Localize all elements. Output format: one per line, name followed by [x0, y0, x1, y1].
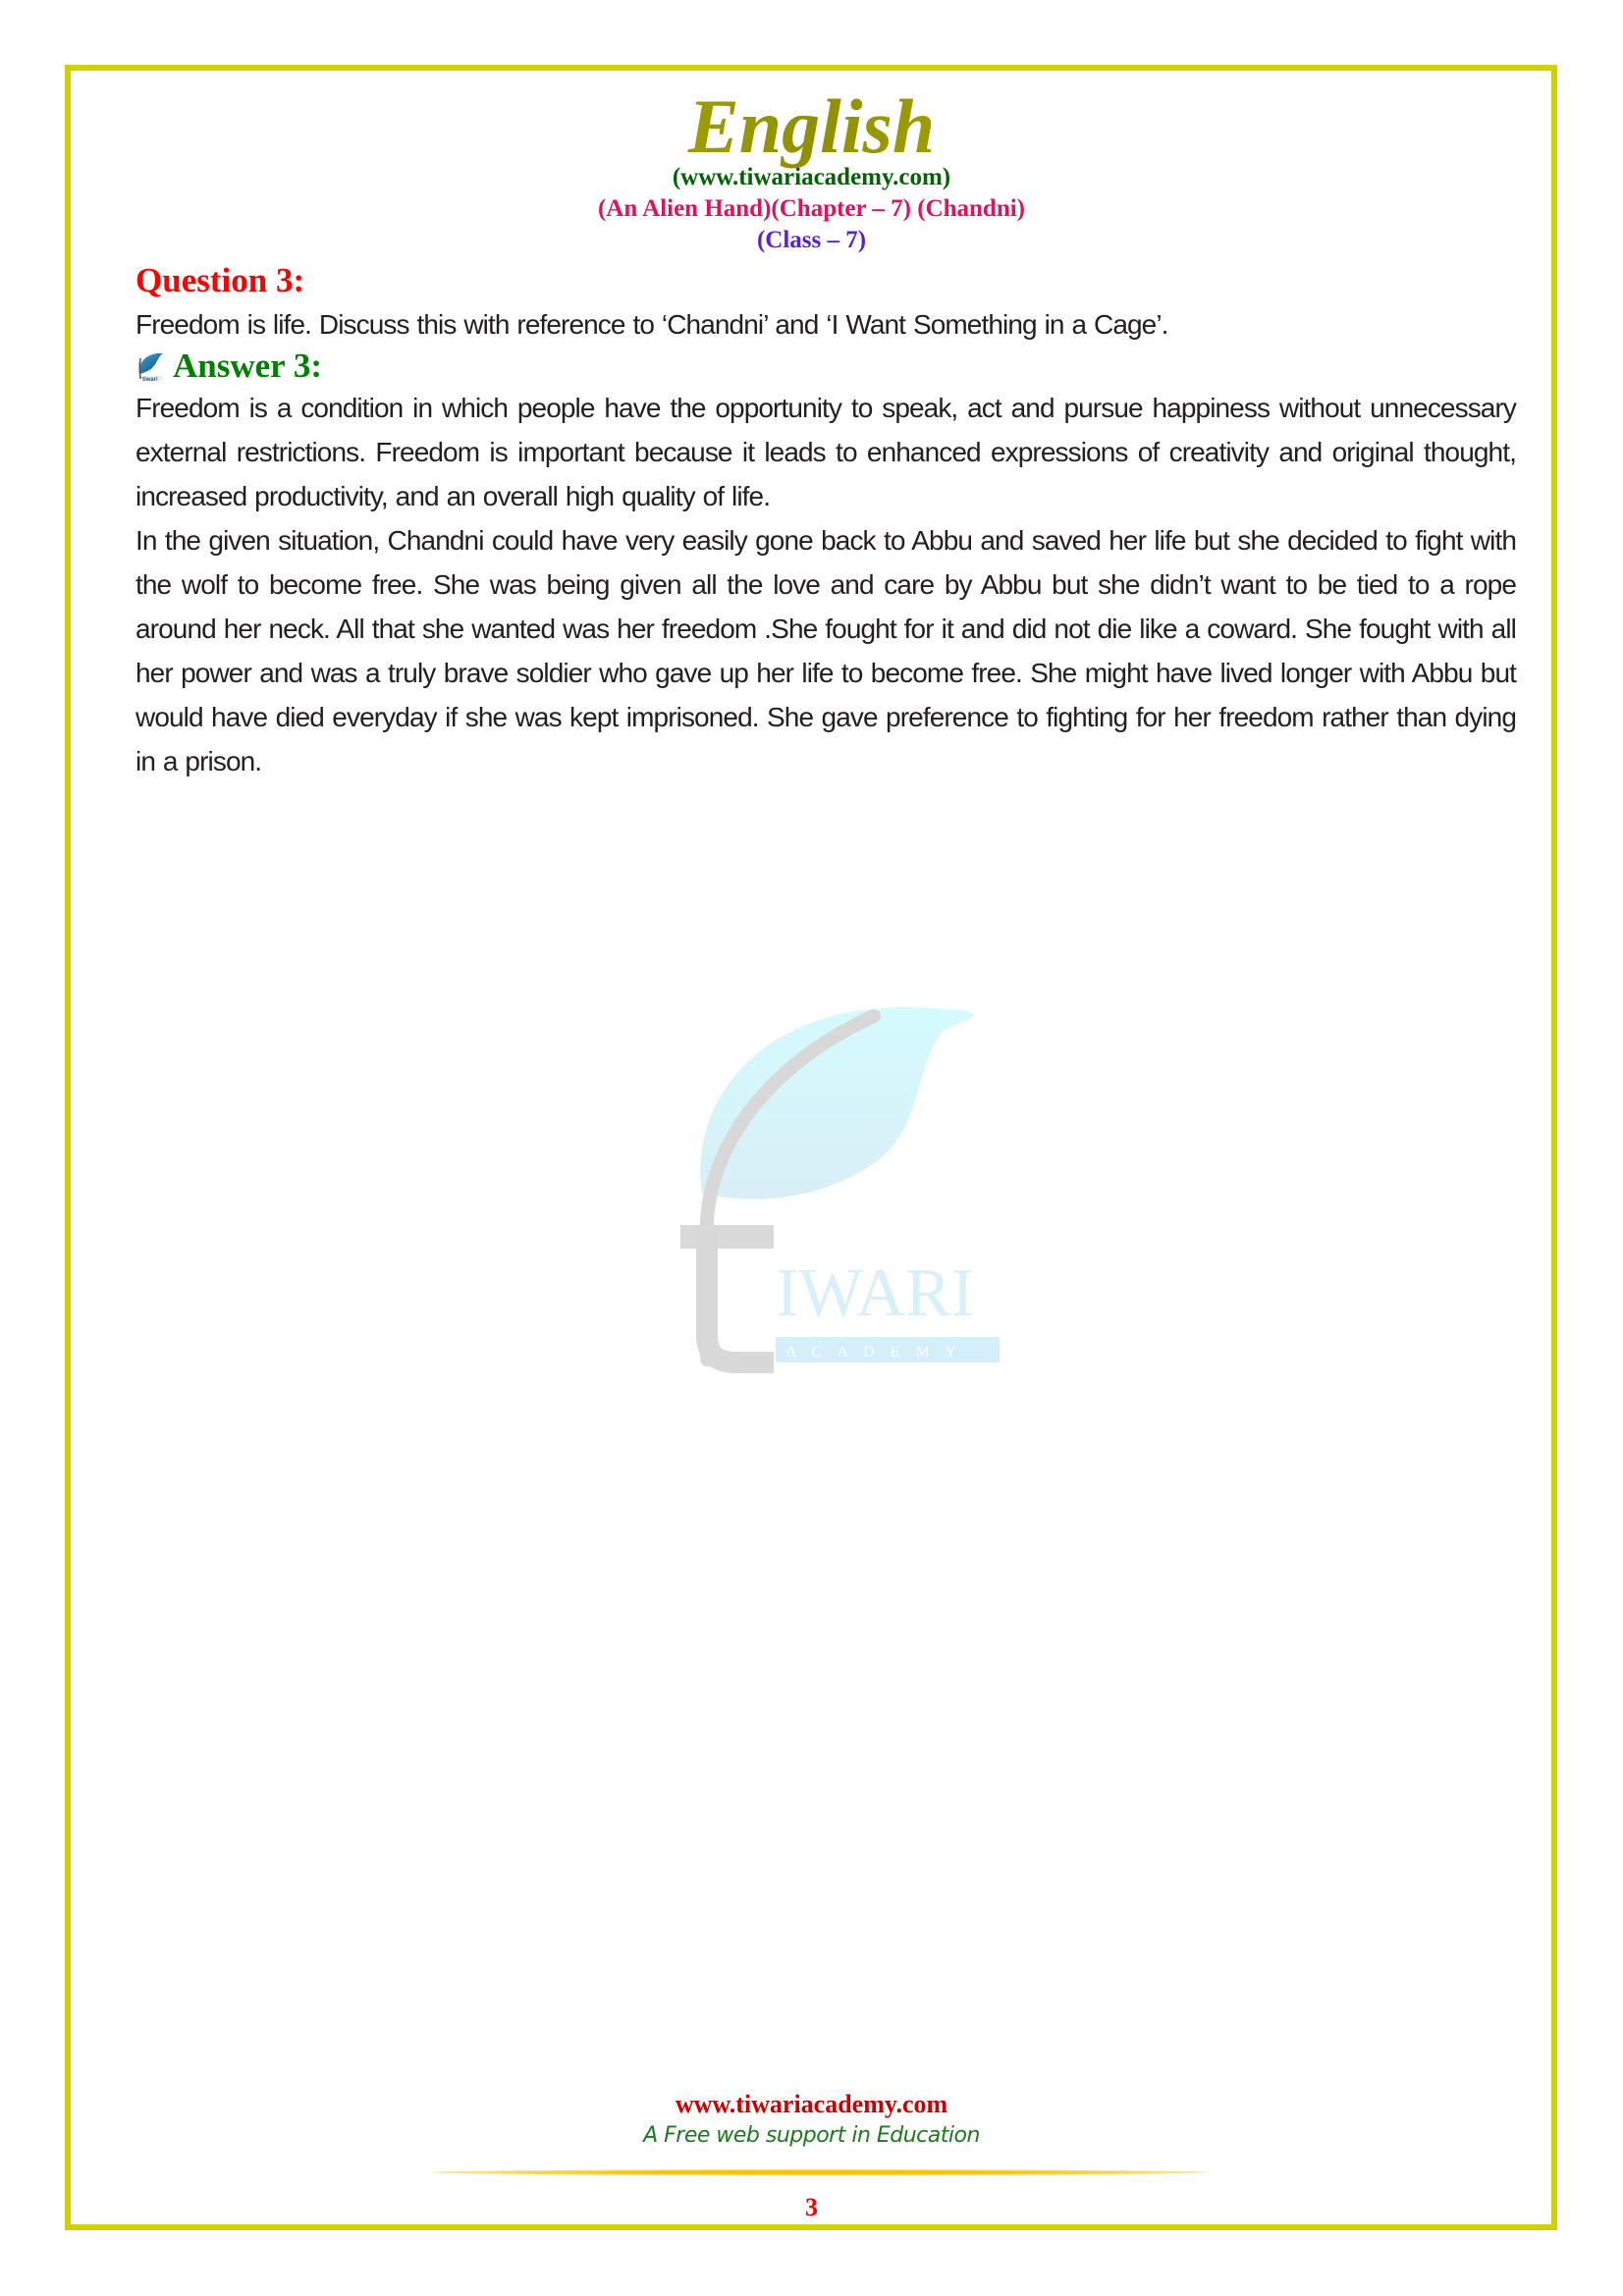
svg-text:A C A D E M Y: A C A D E M Y: [785, 1344, 962, 1361]
footer-tagline: A Free web support in Education: [643, 2123, 980, 2148]
svg-text:IWARI: IWARI: [776, 1255, 975, 1331]
answer-paragraph-2: In the given situation, Chandni could have very easily gone back to Abbu and saved her life but she decided to fight with the wolf to become free. She was being given all the love and care by Abbu but she didn’t want to be tied to a rope around her neck. All that she wanted was her freedom .She fought for it and did not die like a coward. She fought with all her power and was a truly brave soldier who gave up her life to become free. She might have lived longer with Abbu but would have died everyday if she was kept imprisoned. She gave preference to fighting for her freedom rather than dying in a prison.: [135, 525, 1516, 776]
class-subtitle: (Class – 7): [756, 227, 867, 253]
answer-paragraph-1: Freedom is a condition in which people have the opportunity to speak, act and pursue happiness without unnecessary external restrictions. Freedom is important because it leads to enhanced expressions of creativity and original thought, increased productivity, and an overall high quality of life.: [135, 393, 1516, 511]
answer-heading: Answer 3:: [173, 347, 322, 385]
main-content: [135, 259, 1516, 783]
chapter-subtitle: (An Alien Hand)(Chapter – 7) (Chandni): [597, 195, 1026, 222]
tiwari-academy-logo-icon: [648, 982, 1001, 1374]
question-heading: Question 3:: [135, 261, 305, 299]
tiwari-leaf-logo-icon: [135, 350, 165, 382]
answer-heading-row: [135, 347, 1516, 386]
footer-website-link[interactable]: www.tiwariacademy.com: [675, 2090, 948, 2118]
page-title: English: [0, 82, 1623, 171]
svg-text:tiwari: tiwari: [142, 377, 158, 382]
page-number: 3: [805, 2193, 818, 2221]
footer-divider: [432, 2169, 1208, 2175]
question-text: Freedom is life. Discuss this with reference to ‘Chandni’ and ‘I Want Something in a Cage’.: [135, 309, 1168, 340]
header-website-link[interactable]: (www.tiwariacademy.com): [672, 164, 951, 190]
